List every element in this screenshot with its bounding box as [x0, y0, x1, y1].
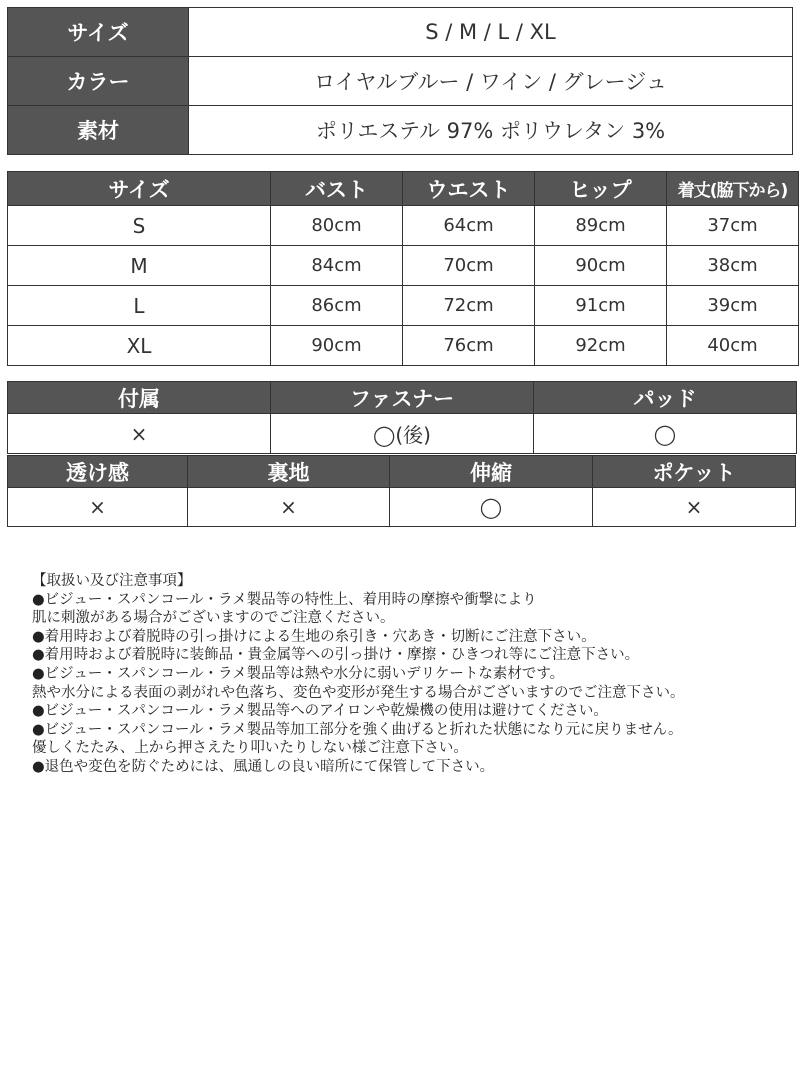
- feature-header-sheerness: 透け感: [8, 456, 188, 488]
- features-header: [8, 456, 796, 488]
- care-notes-title: 【取扱い及び注意事項】: [32, 573, 192, 589]
- waist-cell: 70cm: [403, 246, 535, 286]
- length-cell: 39cm: [667, 286, 799, 326]
- table-row: [8, 246, 799, 286]
- care-note-line: ●ビジュー・スパンコール・ラメ製品等の特性上、着用時の摩擦や衝撃により: [32, 591, 537, 608]
- feature-value-pocket: ×: [593, 488, 796, 527]
- size-cell: S: [8, 206, 271, 246]
- column-header: ウエスト: [403, 172, 535, 206]
- care-note-line: ●着用時および着脱時の引っ掛けによる生地の糸引き・穴あき・切断にご注意下さい。: [32, 628, 596, 645]
- feature-value-stretch: ◯: [390, 488, 593, 527]
- feature-value-sheerness: ×: [8, 488, 188, 527]
- care-note-line: ●退色や変色を防ぐためには、風通しの良い暗所にて保管して下さい。: [32, 758, 495, 775]
- spec-label: 素材: [8, 106, 189, 155]
- waist-cell: 64cm: [403, 206, 535, 246]
- hip-cell: 90cm: [535, 246, 667, 286]
- feature-value-accessory: ×: [8, 414, 271, 454]
- spec-value: ロイヤルブルー / ワイン / グレージュ: [189, 57, 793, 106]
- length-cell: 40cm: [667, 326, 799, 366]
- hip-cell: 91cm: [535, 286, 667, 326]
- table-row: [8, 286, 799, 326]
- feature-value-lining: ×: [188, 488, 390, 527]
- care-note-line: ●着用時および着脱時に装飾品・貴金属等への引っ掛け・摩擦・ひきつれ等にご注意下さい。: [32, 647, 640, 664]
- care-note-line: 優しくたたみ、上から押さえたり叩いたりしない様ご注意下さい。: [32, 740, 468, 757]
- bust-cell: 90cm: [271, 326, 403, 366]
- size-table-header: [8, 172, 799, 206]
- care-note-line: ●ビジュー・スパンコール・ラメ製品等へのアイロンや乾燥機の使用は避けてください。: [32, 703, 608, 720]
- care-note-line: 熱や水分による表面の剥がれや色落ち、変色や変形が発生する場合がございますのでご注意下さい。: [32, 684, 685, 701]
- features-header: [8, 382, 797, 414]
- care-note-line: ●ビジュー・スパンコール・ラメ製品等加工部分を強く曲げると折れた状態になり元に戻りません。: [32, 721, 683, 738]
- feature-header-stretch: 伸縮: [390, 456, 593, 488]
- length-cell: 38cm: [667, 246, 799, 286]
- bust-cell: 84cm: [271, 246, 403, 286]
- hip-cell: 92cm: [535, 326, 667, 366]
- features-row: [8, 414, 797, 454]
- features-table-2: [7, 455, 796, 527]
- spec-table: [7, 7, 793, 155]
- spec-value: S / M / L / XL: [189, 8, 793, 57]
- column-header: ヒップ: [535, 172, 667, 206]
- feature-value-pad: ◯: [534, 414, 797, 454]
- hip-cell: 89cm: [535, 206, 667, 246]
- feature-header-zipper: ファスナー: [271, 382, 534, 414]
- size-table: [7, 171, 799, 366]
- length-cell: 37cm: [667, 206, 799, 246]
- column-header: サイズ: [8, 172, 271, 206]
- column-header: 着丈(脇下から): [667, 172, 799, 206]
- feature-header-accessory: 付属: [8, 382, 271, 414]
- features-row: [8, 488, 796, 527]
- size-cell: XL: [8, 326, 271, 366]
- spec-label: カラー: [8, 57, 189, 106]
- bust-cell: 86cm: [271, 286, 403, 326]
- care-note-line: ●ビジュー・スパンコール・ラメ製品等は熱や水分に弱いデリケートな素材です。: [32, 665, 565, 682]
- care-notes: [32, 572, 792, 777]
- spec-row-material: [8, 106, 793, 155]
- care-note-line: 肌に刺激がある場合がございますのでご注意ください。: [32, 610, 395, 627]
- spec-label: サイズ: [8, 8, 189, 57]
- waist-cell: 72cm: [403, 286, 535, 326]
- column-header: バスト: [271, 172, 403, 206]
- size-cell: M: [8, 246, 271, 286]
- feature-header-lining: 裏地: [188, 456, 390, 488]
- waist-cell: 76cm: [403, 326, 535, 366]
- spec-row-size: [8, 8, 793, 57]
- features-table-1: [7, 381, 797, 454]
- bust-cell: 80cm: [271, 206, 403, 246]
- table-row: [8, 326, 799, 366]
- feature-value-zipper: ◯(後): [271, 414, 534, 454]
- size-cell: L: [8, 286, 271, 326]
- feature-header-pocket: ポケット: [593, 456, 796, 488]
- table-row: [8, 206, 799, 246]
- spec-row-color: [8, 57, 793, 106]
- spec-value: ポリエステル 97% ポリウレタン 3%: [189, 106, 793, 155]
- feature-header-pad: パッド: [534, 382, 797, 414]
